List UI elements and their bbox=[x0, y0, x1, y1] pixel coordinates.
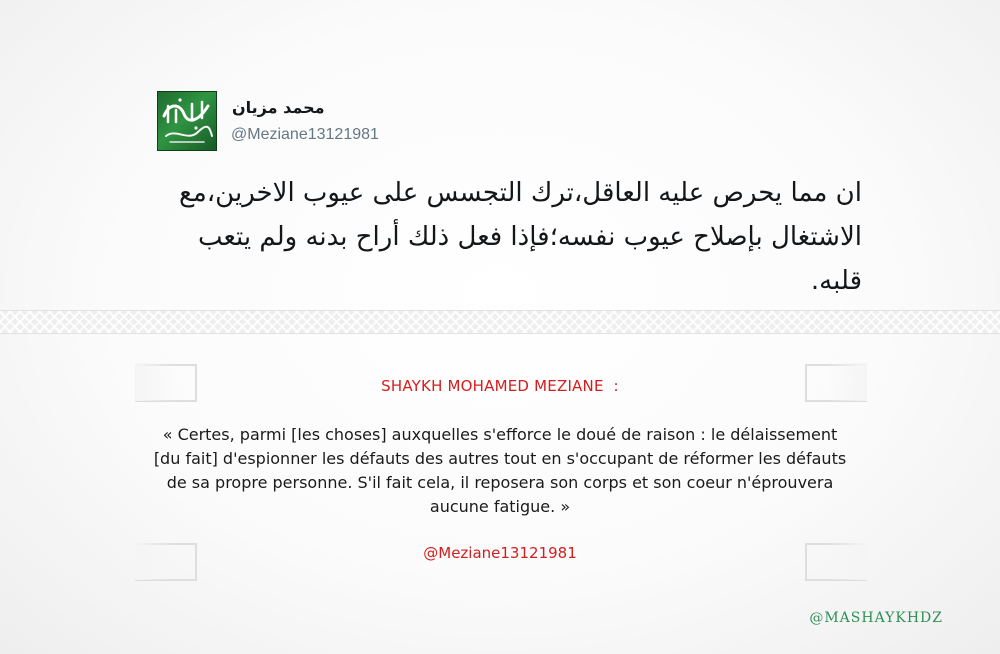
tweet-text: ان مما يحرص عليه العاقل،ترك التجسس على عيوب الاخرين،مع الاشتغال بإصلاح عيوب نفسه؛فإذا فعل ذلك أراح بدنه ولم يتعب قلبه. bbox=[179, 178, 862, 296]
ornamental-divider bbox=[0, 310, 1000, 334]
calligraphy-avatar-icon bbox=[158, 92, 216, 150]
avatar[interactable] bbox=[157, 91, 217, 151]
translation-handle[interactable]: @Meziane13121981 bbox=[423, 544, 577, 562]
speaker-heading: SHAYKH MOHAMED MEZIANE : bbox=[381, 377, 619, 395]
tweet-card bbox=[0, 0, 1000, 310]
watermark: @MASHAYKHDZ bbox=[809, 610, 943, 626]
user-handle[interactable]: @Meziane13121981 bbox=[231, 126, 379, 143]
user-name[interactable]: محمد مزيان bbox=[232, 98, 325, 117]
translation-text: « Certes, parmi [les choses] auxquelles s'efforce le doué de raison : le délaissement [du fait] d'espionner les défauts des autres tout en s'occupant de réformer les défauts de sa propre personne. S'il fait cela, il reposera son corps et son coeur n'éprouvera aucune fatigue. » bbox=[153, 425, 847, 516]
